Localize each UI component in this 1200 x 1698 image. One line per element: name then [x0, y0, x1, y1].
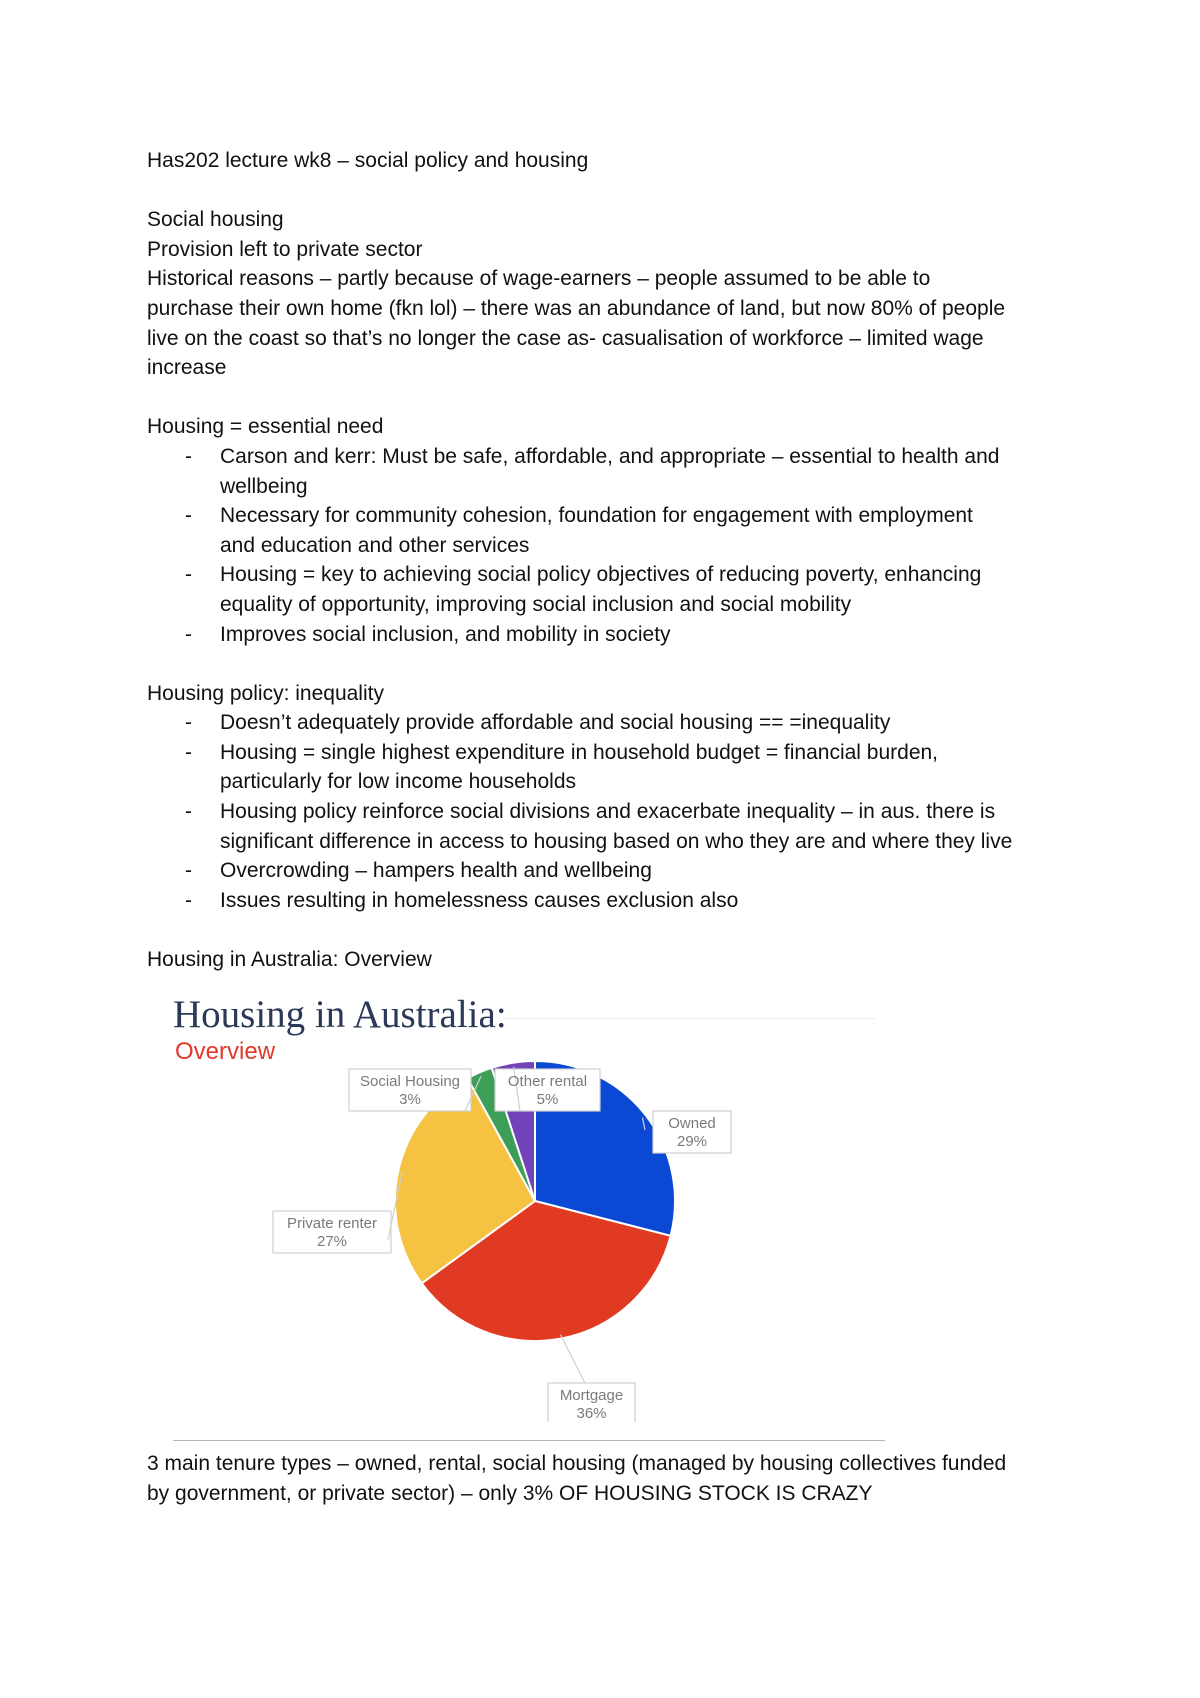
divider-line: [173, 1440, 885, 1441]
callout-private-renter: [273, 1171, 402, 1253]
section-heading-essential-need: Housing = essential need: [147, 415, 384, 439]
list-item-text: Carson and kerr: Must be safe, affordable, and appropriate – essential to health and: [220, 444, 1000, 468]
callout-owned: [643, 1111, 732, 1153]
bullet-dash: -: [185, 622, 192, 646]
chart-title: Housing in Australia:: [173, 993, 507, 1036]
paragraph-line: Provision left to private sector: [147, 237, 423, 261]
notes-body: [147, 146, 1077, 975]
list-item: [147, 886, 1077, 916]
list-item-text: Housing policy reinforce social divisions and exacerbate inequality – in aus. there is: [220, 800, 996, 824]
paragraph-line: Historical reasons – partly because of wage-earners – people assumed to be able to: [147, 267, 931, 291]
list-item-text: Necessary for community cohesion, foundation for engagement with employment: [220, 504, 973, 528]
paragraph-line: purchase their own home (fkn lol) – there was an abundance of land, but now 80% of people: [147, 296, 1006, 320]
list-item: [147, 708, 1077, 738]
list-item-text: particularly for low income households: [220, 770, 577, 794]
pie-chart: [165, 980, 885, 1422]
callout-social-housing: [349, 1069, 481, 1111]
list-item-text: Housing = key to achieving social policy objectives of reducing poverty, enhancing: [220, 563, 982, 587]
list-item: [147, 738, 1077, 797]
pie-chart-figure: [165, 980, 885, 1422]
bullet-dash: -: [185, 711, 192, 735]
list-item: [147, 797, 1077, 856]
bullet-list-essential-need: [147, 442, 1077, 649]
bullet-dash: -: [185, 504, 192, 528]
paragraph-line: 3 main tenure types – owned, rental, social housing (managed by housing collectives funded: [147, 1452, 1007, 1475]
list-item-text: Overcrowding – hampers health and wellbeing: [220, 859, 652, 883]
bullet-list-housing-policy: [147, 708, 1077, 915]
closing-paragraph: [147, 1449, 1077, 1508]
section-heading-housing-policy: Housing policy: inequality: [147, 681, 384, 705]
list-item: [147, 442, 1077, 501]
list-item-text: and education and other services: [220, 533, 530, 557]
slice-label: Other rental: [507, 1073, 588, 1090]
chart-subtitle: Overview: [175, 1038, 276, 1065]
paragraph-line: by government, or private sector) – only 3% OF HOUSING STOCK IS CRAZY: [147, 1481, 873, 1505]
slice-label: Mortgage: [559, 1387, 624, 1404]
bullet-dash: -: [185, 800, 192, 824]
bullet-dash: -: [185, 859, 192, 883]
list-item-text: significant difference in access to housing based on who they are and where they live: [220, 829, 1013, 853]
list-item-text: Issues resulting in homelessness causes exclusion also: [220, 888, 739, 912]
slice-label: Private renter: [286, 1215, 378, 1232]
section-heading-social-housing: Social housing: [147, 208, 284, 232]
section-heading-overview: Housing in Australia: Overview: [147, 948, 432, 972]
list-item: [147, 501, 1077, 560]
slice-value-label: 27%: [316, 1233, 348, 1250]
slice-value-label: 3%: [399, 1091, 421, 1108]
slice-value-label: 5%: [536, 1091, 559, 1108]
list-item-text: Improves social inclusion, and mobility in society: [220, 622, 671, 646]
bullet-dash: -: [185, 563, 192, 587]
slice-value-label: 29%: [676, 1133, 708, 1150]
list-item: [147, 856, 1077, 886]
slice-value-label: 36%: [576, 1405, 607, 1422]
bullet-dash: -: [185, 444, 192, 468]
bullet-dash: -: [185, 888, 192, 912]
document-title: Has202 lecture wk8 – social policy and housing: [147, 149, 589, 172]
paragraph-line: increase: [147, 356, 227, 380]
list-item: [147, 620, 1077, 650]
bullet-dash: -: [185, 740, 192, 764]
paragraph-line: live on the coast so that’s no longer the case as- casualisation of workforce – limited wage: [147, 326, 984, 350]
list-item: [147, 560, 1077, 619]
callout-other-rental: [495, 1067, 600, 1111]
list-item-text: Doesn’t adequately provide affordable and social housing == =inequality: [220, 711, 891, 735]
callout-mortgage: [548, 1335, 635, 1422]
list-item-text: equality of opportunity, improving social inclusion and social mobility: [220, 592, 852, 616]
list-item-text: wellbeing: [220, 474, 308, 498]
callout-connector: [561, 1335, 586, 1383]
slice-label: Social Housing: [359, 1073, 461, 1090]
slice-label: Owned: [668, 1115, 716, 1132]
list-item-text: Housing = single highest expenditure in household budget = financial burden,: [220, 740, 939, 764]
